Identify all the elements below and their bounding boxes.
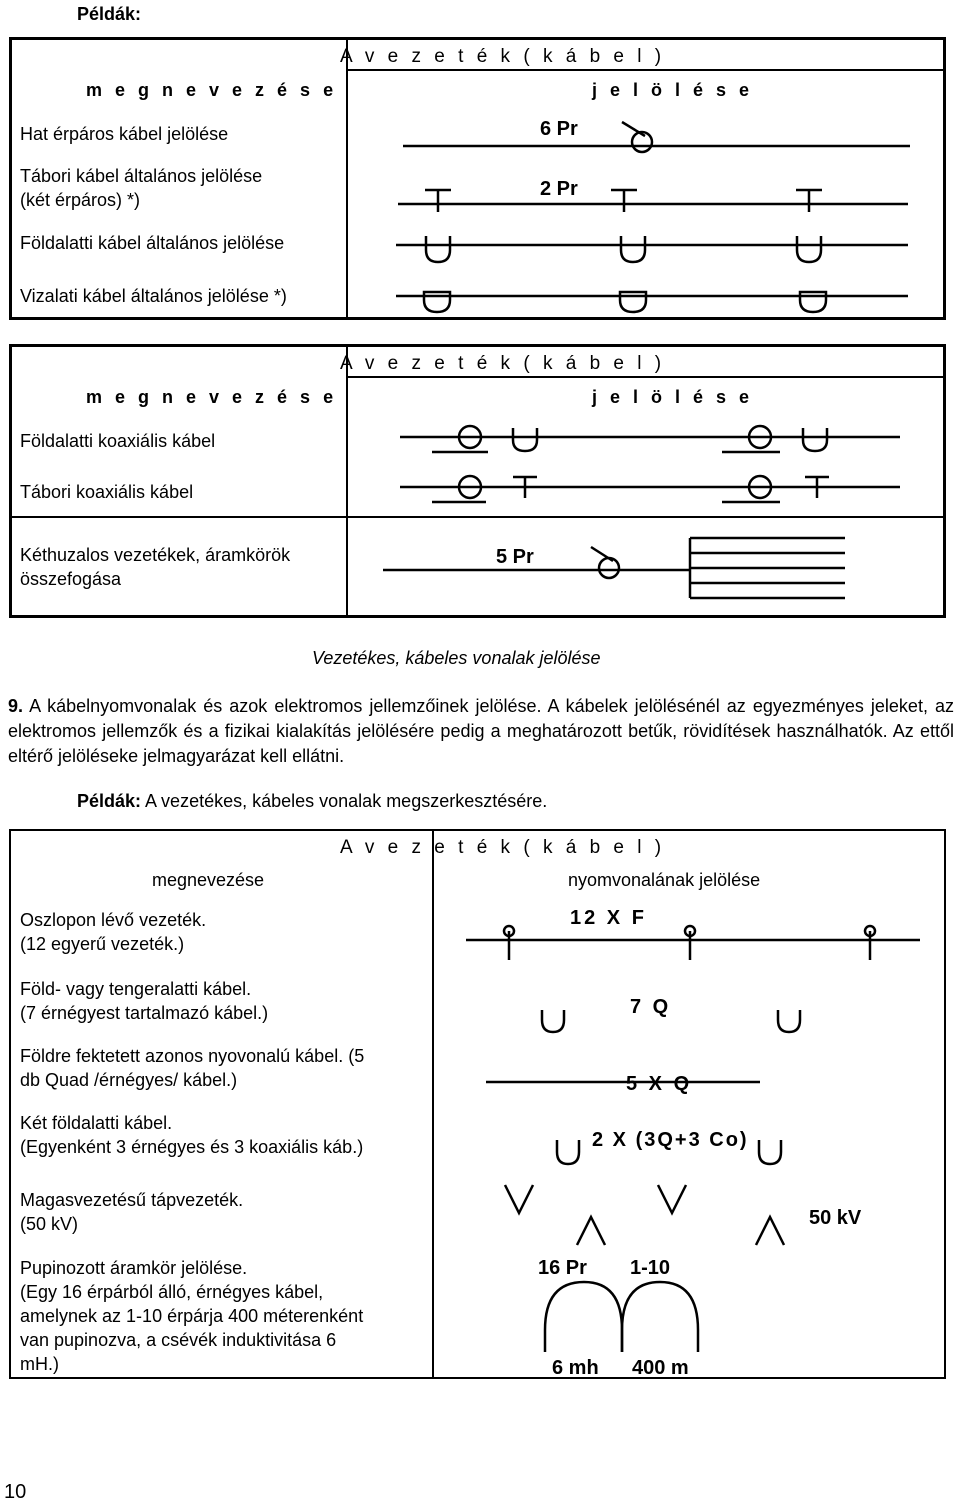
- high-voltage-line-symbol: [505, 1185, 784, 1245]
- examples-2-label: Példák:: [77, 791, 142, 811]
- table2-header-top: A v e z e t é k ( k á b e l ): [340, 353, 666, 374]
- table3-row6-mark-d: 400 m: [632, 1357, 689, 1379]
- table3-row5-l1: Magasvezetésű tápvezeték.: [20, 1190, 244, 1210]
- table2-row1-name: Földalatti koaxiális kábel: [20, 431, 216, 451]
- table1-row4-name: Vizalati kábel általános jelölése *): [20, 286, 287, 306]
- table1-row2-name: Tábori kábel általános jelölése: [20, 166, 263, 186]
- table3-row3-mark: 5 X Q: [626, 1073, 693, 1095]
- underwater-cable-symbol: [396, 292, 908, 312]
- table2-row3-name: Kéthuzalos vezetékek, áramkörök: [20, 545, 291, 565]
- table3-row6-l4: van pupinozva, a csévék induktivitása 6: [20, 1330, 337, 1350]
- bundle-symbol: [383, 538, 845, 598]
- underground-coax-symbol: [400, 426, 900, 452]
- table2-col-name: m e g n e v e z é s e: [86, 387, 338, 407]
- two-underground-cables-symbol: [557, 1140, 781, 1164]
- table3-row6-l3: amelynek az 1-10 érpárja 400 méterenként: [20, 1306, 364, 1326]
- table2-row3-mark: 5 Pr: [496, 546, 534, 568]
- table3-row3-l2: db Quad /érnégyes/ kábel.): [20, 1070, 238, 1090]
- table3-row5-mark: 50 kV: [809, 1207, 862, 1229]
- pupin-coil-symbol: [545, 1282, 698, 1352]
- table3-row4-l1: Két földalatti kábel.: [20, 1113, 173, 1133]
- table3-row6-mark-a: 16 Pr: [538, 1257, 587, 1279]
- table3-col-mark: nyomvonalának jelölése: [568, 870, 761, 890]
- table3-row2-l1: Föld- vagy tengeralatti kábel.: [20, 979, 252, 999]
- table3-row6-l2: (Egy 16 érpárból álló, érnégyes kábel,: [20, 1282, 324, 1302]
- table3-row1-l2: (12 egyerű vezeték.): [20, 934, 185, 954]
- table3-row6-l5: mH.): [20, 1354, 59, 1374]
- table1-row2-name-2: (két érpáros) *): [20, 190, 141, 210]
- six-pair-cable-symbol: [403, 122, 910, 152]
- table3-row5-l2: (50 kV): [20, 1214, 79, 1234]
- table1-row1-mark: 6 Pr: [540, 118, 578, 140]
- table3-col-name: megnevezése: [152, 870, 265, 890]
- pole-line-symbol: [466, 926, 920, 960]
- page-number: 10: [4, 1481, 27, 1503]
- table2-col-mark: j e l ö l é s e: [592, 387, 754, 407]
- field-coax-symbol: [400, 476, 900, 502]
- table3-row6-l1: Pupinozott áramkör jelölése.: [20, 1258, 248, 1278]
- table1-header-top: A v e z e t é k ( k á b e l ): [340, 46, 666, 67]
- table3-row1-mark: 12 X F: [570, 907, 647, 929]
- table1-col-name: m e g n e v e z é s e: [86, 80, 338, 100]
- table3-header-top: A v e z e t é k ( k á b e l ): [340, 837, 666, 858]
- underground-cable-symbol: [396, 236, 908, 262]
- table1-col-mark: j e l ö l é s e: [592, 80, 754, 100]
- table3-row2-mark: 7 Q: [630, 996, 672, 1018]
- section-9-number: 9.: [8, 696, 24, 716]
- table1-row3-name: Földalatti kábel általános jelölése: [20, 233, 285, 253]
- figure-caption: Vezetékes, kábeles vonalak jelölése: [312, 648, 601, 668]
- examples-2-text: A vezetékes, kábeles vonalak megszerkesztésére.: [145, 791, 548, 811]
- table3-row1-l1: Oszlopon lévő vezeték.: [20, 910, 207, 930]
- table3-row6-mark-c: 6 mh: [552, 1357, 599, 1379]
- table3-row3-l1: Földre fektetett azonos nyovonalú kábel. (5: [20, 1046, 365, 1066]
- table3-row4-mark: 2 X (3Q+3 Co): [592, 1129, 749, 1151]
- table1-row2-mark: 2 Pr: [540, 178, 578, 200]
- section-9-text: A kábelnyomvonalak és azok elektromos jellemzőinek jelölése. A kábelek jelölésénél az egyezményes jeleket, az elektromos jellemzők és a fizikai kialakítás jelölésére pedig a meghatározott betűk, rövidítések használhatók. Az ettől eltérő jelöléseke jelmagyarázat kell ellátni.: [8, 696, 954, 766]
- table3-row6-mark-b: 1-10: [630, 1257, 671, 1279]
- examples-heading: Példák:: [77, 4, 142, 24]
- table2-row2-name: Tábori koaxiális kábel: [20, 482, 194, 502]
- table3-row2-l2: (7 érnégyest tartalmazó kábel.): [20, 1003, 269, 1023]
- submarine-cable-symbol: [542, 1010, 800, 1032]
- field-cable-symbol: [398, 190, 908, 212]
- table2-row3-name-2: összefogása: [20, 569, 122, 589]
- table1-row1-name: Hat érpáros kábel jelölése: [20, 124, 229, 144]
- table3-row4-l2: (Egyenként 3 érnégyes és 3 koaxiális káb.): [20, 1137, 364, 1157]
